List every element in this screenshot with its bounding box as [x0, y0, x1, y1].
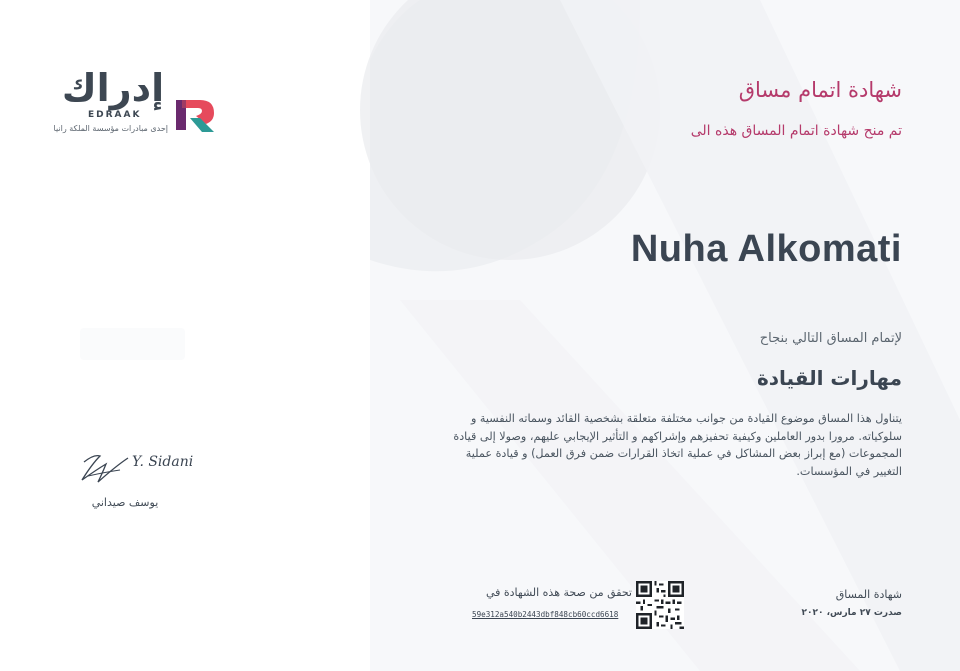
edraak-mark-icon [174, 94, 216, 134]
signer-name: يوسف صيداني [91, 496, 159, 509]
verification-code-link[interactable]: 59e312a540b2443dbf848cb60ccd6618 [472, 610, 619, 619]
signature-image [76, 440, 194, 488]
course-title: مهارات القيادة [756, 366, 902, 390]
signature-script: Y. Sidani [132, 454, 194, 470]
recipient-name: Nuha Alkomati [630, 228, 902, 270]
edraak-logo [46, 66, 221, 146]
blurred-region [80, 328, 185, 360]
course-description: يتناول هذا المساق موضوع القيادة من جوانب مختلفة متعلقة بشخصية القائد وسماته النفسية و سلوكياته. مرورا بدور العاملين وكيفية تحفيزهم وإشراكهم و التأثير الإيجابي عليهم، وصولا إلى قيادة المجموعات (مع إبراز بعض المشاكل في عملية اتخاذ القرارات ضمن فرق العمل) و قيادة عملية التغيير في المؤسسات. [453, 412, 902, 478]
logo-tagline: إحدى مبادرات مؤسسة الملكة رانيا [53, 124, 168, 133]
completion-label: لإتمام المساق التالي بنجاح [759, 331, 902, 346]
issue-type: شهادة المساق [835, 588, 902, 601]
certificate-subtitle: تم منح شهادة اتمام المساق هذه الى [690, 123, 902, 139]
certificate-title: شهادة اتمام مساق [738, 78, 902, 102]
qr-code-icon[interactable] [636, 581, 684, 629]
logo-english-wordmark: EDRAAK [88, 110, 142, 120]
verify-label: تحقق من صحة هذه الشهادة في [485, 586, 632, 599]
logo-arabic-wordmark: إدراك [61, 66, 165, 110]
issue-date: صدرت ٢٧ مارس، ٢٠٢٠ [801, 608, 902, 618]
